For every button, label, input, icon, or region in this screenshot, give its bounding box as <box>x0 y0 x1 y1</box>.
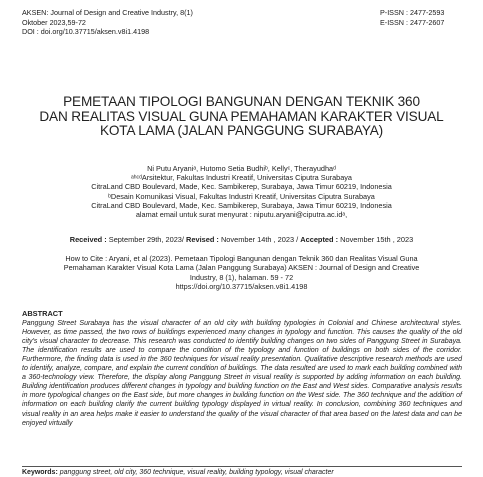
keywords-value: panggung street, old city, 360 technique, visual reality, building typology, visual character <box>57 469 334 476</box>
received-date: September 29th, 2023/ <box>106 235 187 244</box>
accepted-label: Accepted : <box>300 235 339 244</box>
p-issn: P-ISSN : 2477-2593 <box>380 8 445 17</box>
citation-doi-link[interactable]: https://doi.org/10.37715/aksen.v8i1.4198 <box>175 281 308 291</box>
title-line: KOTA LAMA (JALAN PANGGUNG SURABAYA) <box>99 123 384 138</box>
paper-title <box>0 95 483 139</box>
address-line: CitraLand CBD Boulevard, Made, Kec. Sambikerep, Surabaya, Jawa Timur 60219, Indonesia <box>91 182 392 192</box>
revised-date: November 14th , 2023 / <box>218 235 301 244</box>
title-line: PEMETAAN TIPOLOGI BANGUNAN DENGAN TEKNIK 360 <box>63 94 420 109</box>
citation-line: Pemahaman Karakter Visual Kota Lama (Jalan Panggung Surabaya) AKSEN : Journal of Design and Creative <box>63 263 420 273</box>
received-label: Received : <box>69 235 107 244</box>
affiliation-line: ᵇDesain Komunikasi Visual, Fakultas Industri Kreatif, Universitas Ciputra Surabaya <box>108 191 375 201</box>
title-line: DAN REALITAS VISUAL GUNA PEMAHAMAN KARAKTER VISUAL <box>39 108 444 124</box>
citation-line: How to Cite : Aryani, et al (2023). Pemetaan Tipologi Bangunan dengan Teknik 360 dan Realitas Visual Guna <box>65 254 418 263</box>
keywords-label: Keywords: <box>22 469 58 476</box>
journal-name: AKSEN: Journal of Design and Creative Industry, 8(1) <box>22 8 193 17</box>
affiliation-line: ᵃʰᶜᵈArsitektur, Fakultas Industri Kreatif, Universitas Ciputra Surabaya <box>131 173 352 183</box>
revised-label: Revised : <box>186 235 219 244</box>
abstract-heading: ABSTRACT <box>22 309 63 318</box>
abstract-body: Panggung Street Surabaya has the visual character of an old city with building typologies in Colonial and Chinese architectural styles. However, as time passed, the two rows of buildings experienced many changes in typology and function. This causes the quality of the old city's visual character to decrease. This research was conducted to identify building changes on two sides of Panggung Street in Surabaya. The identification results are used to compare the condition of the typology and function of buildings on both sides of the corridor. Furthermore, the finding data is used in the 360 techniques for visual reality presentation. Qualitative descriptive research methods are used to identify, analyze, compare, and explain the current condition of buildings. The data resulted are used to mark each building combined with a 360-technology view. Therefore, the display along Panggung Street in visual reality is supported by adding information on each building. Building identification produces different changes in typology and building function on the East and West sides. Comparative analysis results in more typological changes on the East side, but more changes in building function on the West side. The 360 technique and the addition of information on each building clarify the current building typology displayed in virtual reality. In conclusion, combining 360 techniques and visual reality in an area helps make it easier to understand the quality of the visual character of that area based on the latest data and can be enjoyed virtually <box>22 320 462 427</box>
accepted-date: November 15th , 2023 <box>338 235 414 244</box>
author-block <box>0 164 483 219</box>
journal-issue-date: Oktober 2023,59-72 <box>22 17 86 27</box>
section-divider <box>22 466 462 467</box>
citation-line: Industry, 8 (1), halaman. 59 - 72 <box>189 272 294 282</box>
submission-dates <box>0 235 483 245</box>
e-issn: E-ISSN : 2477-2607 <box>380 17 445 27</box>
journal-header-left <box>22 8 193 37</box>
journal-doi: DOI : doi.org/10.37715/aksen.v8i1.4198 <box>22 27 150 37</box>
address-line: CitraLand CBD Boulevard, Made, Kec. Sambikerep, Surabaya, Jawa Timur 60219, Indonesia <box>91 200 392 210</box>
abstract-section <box>22 309 462 428</box>
journal-header-right <box>380 8 444 27</box>
correspondence-email: alamat email untuk surat menyurat : niputu.aryani@ciputra.ac.idᵃ, <box>135 210 348 220</box>
author-names: Ni Putu Aryaniᵃ, Hutomo Setia Budhiᵇ, Kellyᶜ, Therayudhaᵈ <box>147 164 336 173</box>
citation-block <box>0 254 483 291</box>
